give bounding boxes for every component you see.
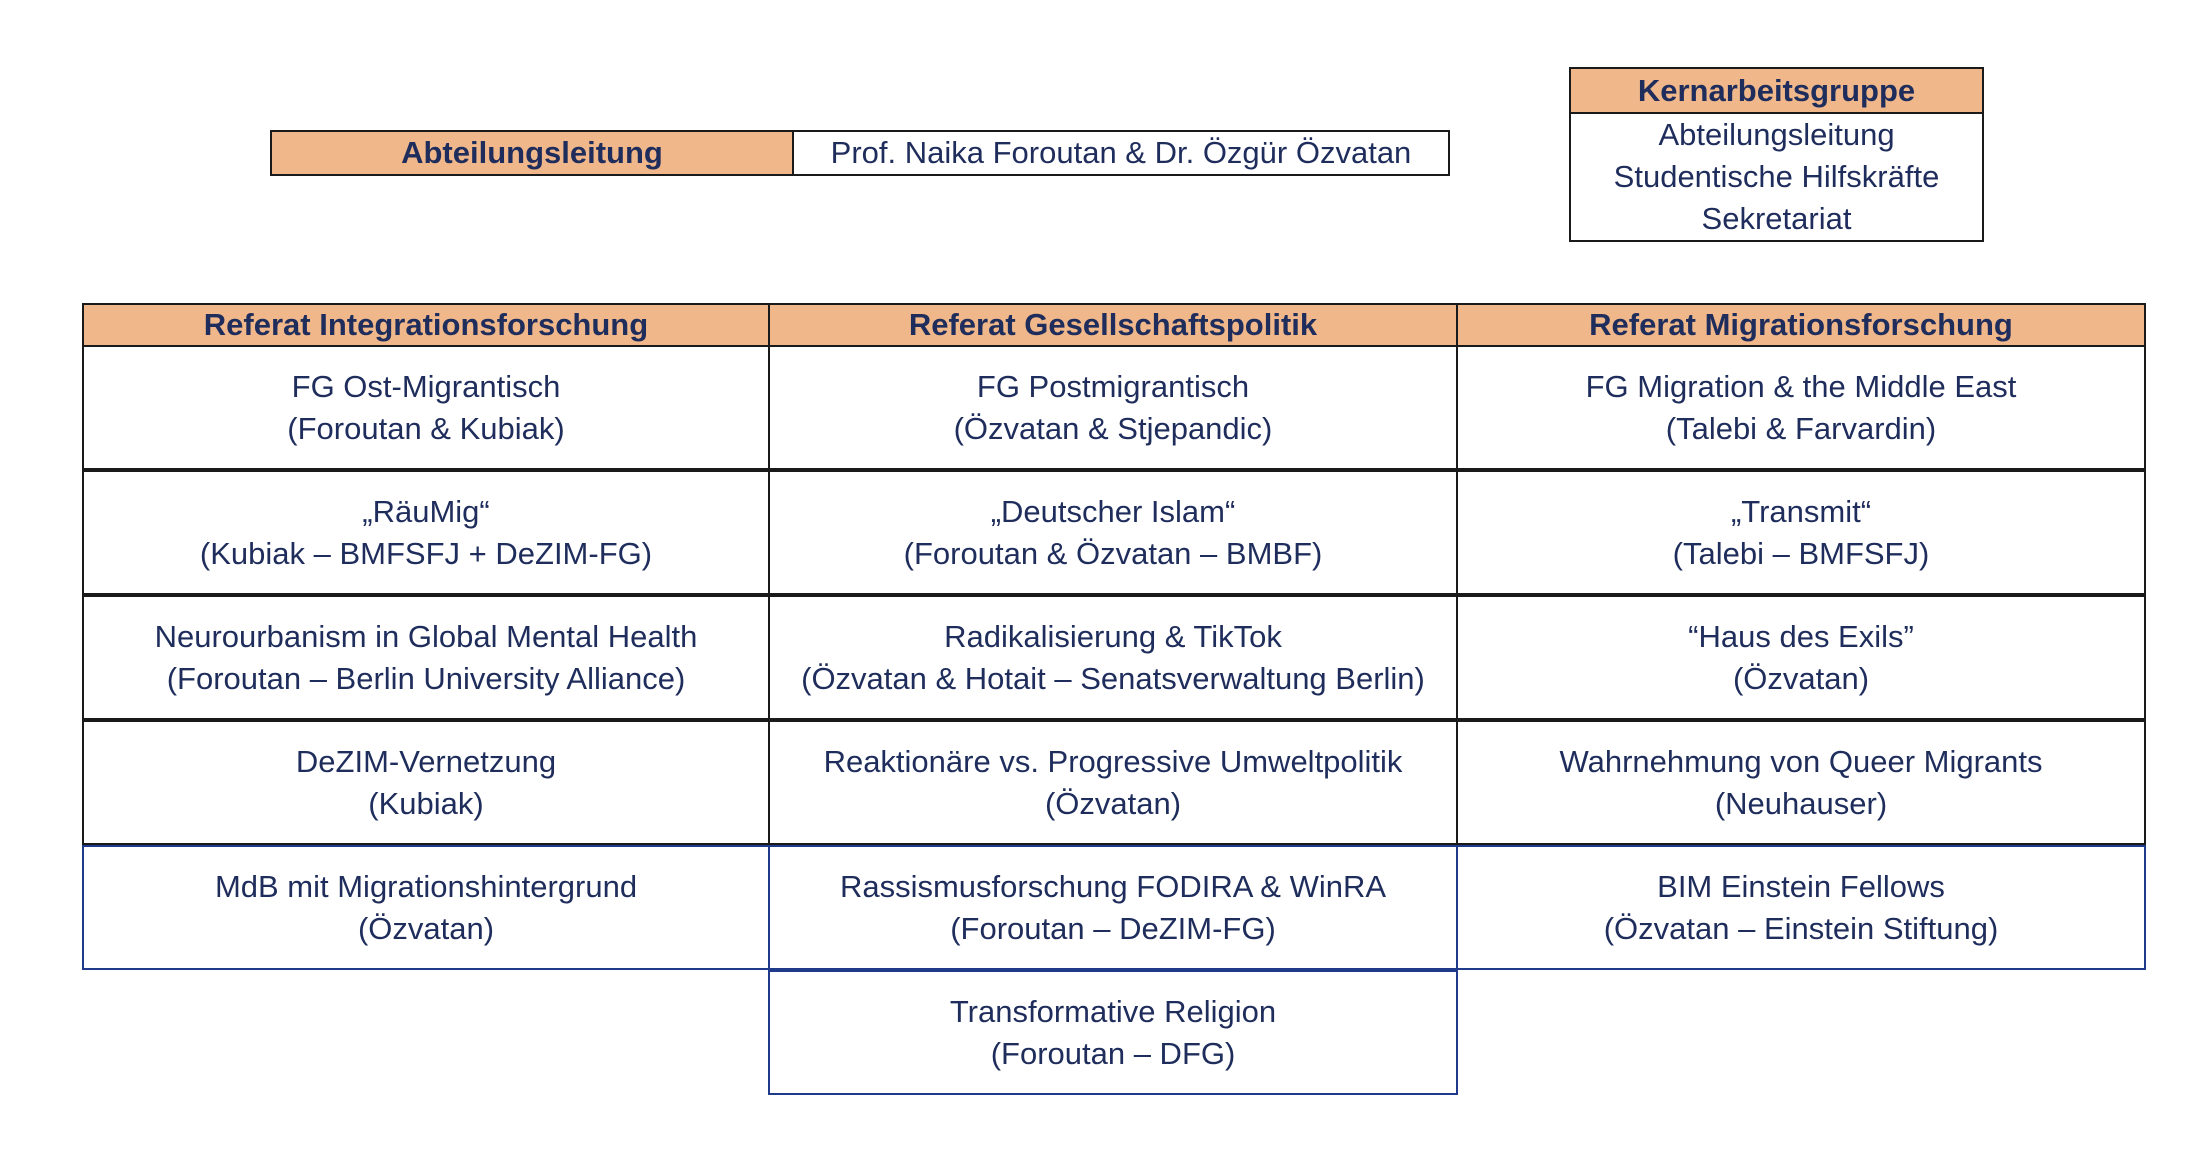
project-lead: (Neuhauser) (1714, 785, 1888, 821)
project-title: FG Postmigrantisch (976, 368, 1250, 404)
project-cell (768, 595, 1458, 720)
project-cell (1456, 845, 2146, 970)
project-title: Transformative Religion (949, 993, 1277, 1029)
project-title: „Transmit“ (1730, 493, 1872, 529)
project-cell (82, 345, 770, 470)
project-title: FG Ost-Migrantisch (291, 368, 561, 404)
project-cell (82, 470, 770, 595)
project-title: MdB mit Migrationshintergrund (214, 868, 638, 904)
project-lead: (Kubiak – BMFSFJ + DeZIM-FG) (199, 535, 653, 571)
referat-integrationsforschung-header: Referat Integrationsforschung (82, 303, 770, 347)
kernarbeitsgruppe-box (1569, 67, 1984, 242)
referat-gesellschaftspolitik-header: Referat Gesellschaftspolitik (768, 303, 1458, 347)
project-lead: (Foroutan – DeZIM-FG) (950, 910, 1276, 946)
abteilungsleitung-label: Abteilungsleitung (272, 132, 794, 174)
project-lead: (Özvatan & Hotait – Senatsverwaltung Berlin) (801, 660, 1425, 696)
project-cell (768, 345, 1458, 470)
project-cell (1456, 595, 2146, 720)
project-title: „Deutscher Islam“ (990, 493, 1236, 529)
kernarbeitsgruppe-list (1571, 114, 1982, 240)
project-lead: (Özvatan) (357, 910, 495, 946)
project-lead: (Foroutan & Kubiak) (287, 410, 565, 446)
abteilungsleitung-value: Prof. Naika Foroutan & Dr. Özgür Özvatan (830, 135, 1412, 170)
project-cell (1456, 470, 2146, 595)
project-lead: (Foroutan & Özvatan – BMBF) (903, 535, 1323, 571)
project-title: DeZIM-Vernetzung (295, 743, 557, 779)
project-lead: (Özvatan – Einstein Stiftung) (1603, 910, 1999, 946)
project-title: BIM Einstein Fellows (1657, 868, 1945, 904)
project-cell (82, 595, 770, 720)
project-lead: (Foroutan – DFG) (990, 1035, 1236, 1071)
kern-item: Sekretariat (1701, 201, 1852, 236)
project-cell (768, 845, 1458, 970)
project-title: „RäuMig“ (362, 493, 490, 529)
project-title: Reaktionäre vs. Progressive Umweltpolitik (823, 743, 1403, 779)
project-cell (768, 470, 1458, 595)
project-cell (1456, 345, 2146, 470)
project-title: FG Migration & the Middle East (1585, 368, 2017, 404)
project-lead: (Özvatan) (1044, 785, 1182, 821)
project-cell (768, 970, 1458, 1095)
kern-item: Abteilungsleitung (1658, 117, 1895, 152)
project-lead: (Özvatan & Stjepandic) (953, 410, 1273, 446)
project-lead: (Kubiak) (368, 785, 484, 821)
project-title: “Haus des Exils” (1688, 618, 1914, 654)
kern-item: Studentische Hilfskräfte (1613, 159, 1940, 194)
project-cell (82, 845, 770, 970)
project-cell (82, 720, 770, 845)
project-lead: (Talebi & Farvardin) (1665, 410, 1937, 446)
kernarbeitsgruppe-title: Kernarbeitsgruppe (1571, 69, 1982, 114)
project-cell (768, 720, 1458, 845)
project-lead: (Özvatan) (1732, 660, 1870, 696)
project-lead: (Foroutan – Berlin University Alliance) (166, 660, 686, 696)
project-lead: (Talebi – BMFSFJ) (1672, 535, 1930, 571)
project-title: Wahrnehmung von Queer Migrants (1559, 743, 2043, 779)
abteilungsleitung-row (270, 130, 1450, 176)
project-title: Radikalisierung & TikTok (944, 618, 1282, 654)
referat-migrationsforschung-header: Referat Migrationsforschung (1456, 303, 2146, 347)
project-title: Neurourbanism in Global Mental Health (154, 618, 698, 654)
project-cell (1456, 720, 2146, 845)
project-title: Rassismusforschung FODIRA & WinRA (839, 868, 1387, 904)
